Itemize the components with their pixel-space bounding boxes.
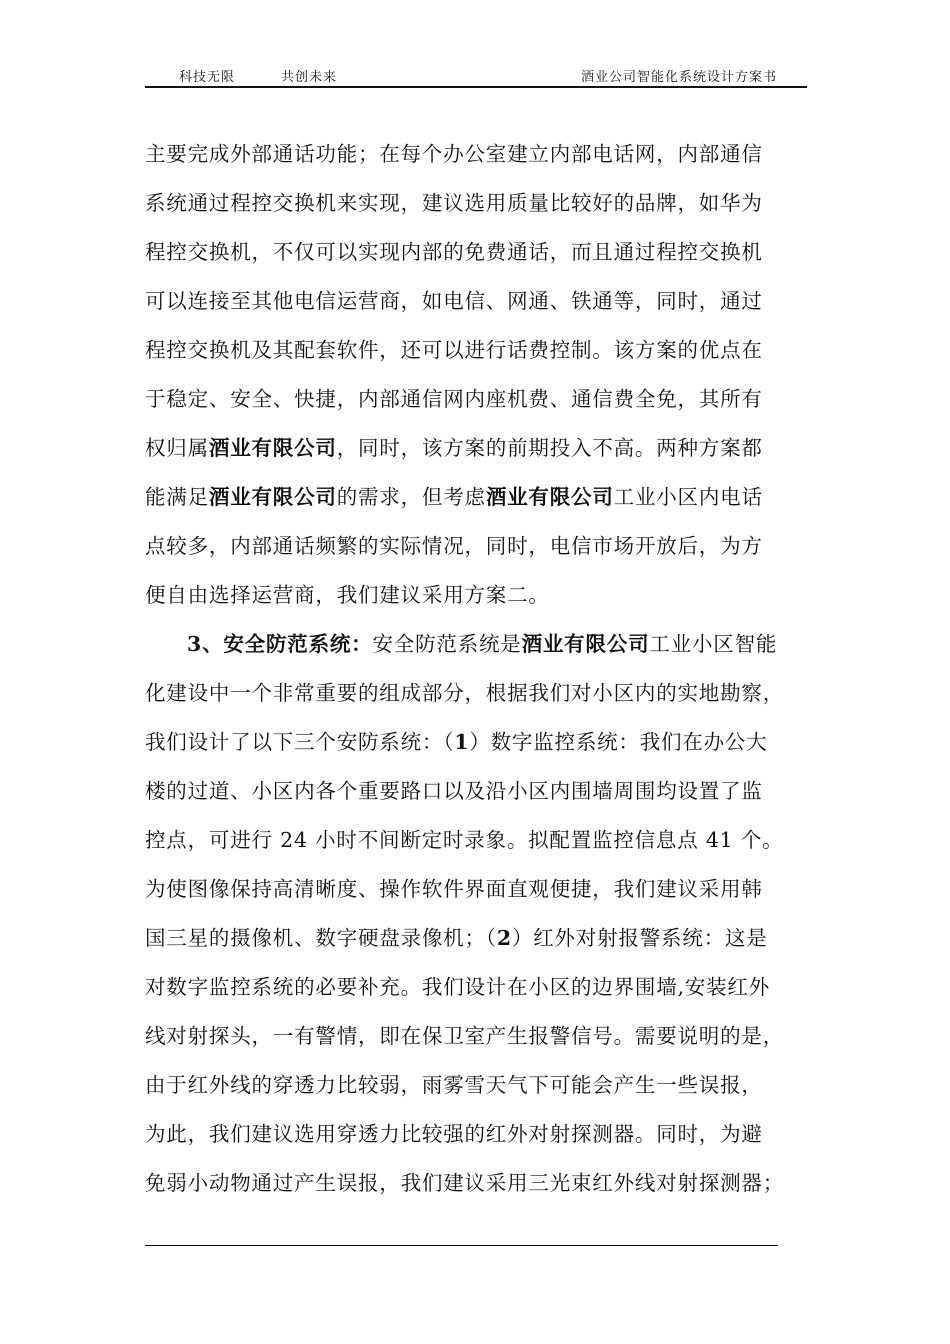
text-run: 控点，可进行 24 小时不间断定时录象。拟配置监控信息点 41 个。: [145, 828, 784, 852]
bold-text: 酒业有限公司: [208, 485, 337, 509]
text-line: [145, 228, 820, 277]
text-run: 便自由选择运营商，我们建议采用方案二。: [145, 583, 550, 607]
footer-divider: [145, 1245, 778, 1246]
text-line: [145, 816, 820, 865]
bold-text: 酒业有限公司: [208, 436, 337, 460]
header-slogan-2: 共创未来: [281, 70, 338, 85]
text-run: ）数字监控系统：我们在办公大: [469, 730, 768, 754]
text-line: [145, 1110, 820, 1159]
text-run: 程控交换机，不仅可以实现内部的免费通话，而且通过程控交换机: [145, 240, 763, 264]
text-line: [145, 620, 820, 669]
text-line: [145, 718, 820, 767]
text-run: 工业小区智能: [649, 632, 778, 656]
text-line: [145, 1012, 820, 1061]
text-run: 楼的过道、小区内各个重要路口以及沿小区内围墙周围均设置了监: [145, 779, 763, 803]
text-line: [145, 669, 820, 718]
text-run: 能满足: [145, 485, 209, 509]
page-header: [145, 62, 807, 88]
text-run: 主要完成外部通话功能；在每个办公室建立内部电话网，内部通信: [145, 142, 763, 166]
text-line: [145, 130, 820, 179]
text-run: 可以连接至其他电信运营商，如电信、网通、铁通等，同时，通过: [145, 289, 763, 313]
bold-text: 3、安全防范系统：: [187, 632, 373, 656]
text-run: 于稳定、安全、快捷，内部通信网内座机费、通信费全免，其所有: [145, 387, 763, 411]
text-line: [145, 571, 820, 620]
bold-text: 2: [496, 926, 512, 950]
text-run: 权归属: [145, 436, 209, 460]
text-run: 为此，我们建议选用穿透力比较强的红外对射探测器。同时，为避: [145, 1122, 763, 1146]
text-line: [145, 473, 820, 522]
header-divider: [145, 86, 807, 88]
text-line: [145, 963, 820, 1012]
text-line: [145, 375, 820, 424]
text-run: 工业小区内电话: [613, 485, 763, 509]
text-run: 由于红外线的穿透力比较弱，雨雾雪天气下可能会产生一些误报，: [145, 1073, 763, 1097]
header-document-title: 酒业公司智能化系统设计方案书: [580, 70, 777, 85]
text-run: 点较多，内部通话频繁的实际情况，同时，电信市场开放后，为方: [145, 534, 763, 558]
text-run: 线对射探头，一有警情，即在保卫室产生报警信号。需要说明的是，: [145, 1024, 784, 1048]
text-run: 国三星的摄像机、数字硬盘录像机；（: [145, 926, 497, 950]
text-line: [145, 326, 820, 375]
text-line: [145, 914, 820, 963]
text-run: 化建设中一个非常重要的组成部分，根据我们对小区内的实地勘察，: [145, 681, 784, 705]
text-run: ）红外对射报警系统：这是: [511, 926, 768, 950]
text-line: [145, 424, 820, 473]
text-line: [145, 522, 820, 571]
text-run: 免弱小动物通过产生误报，我们建议采用三光束红外线对射探测器；: [145, 1171, 784, 1195]
text-run: ，同时，该方案的前期投入不高。两种方案都: [336, 436, 763, 460]
text-line: [145, 179, 820, 228]
text-run: 系统通过程控交换机来实现，建议选用质量比较好的品牌，如华为: [145, 191, 763, 215]
bold-text: 酒业有限公司: [485, 485, 614, 509]
text-line: [145, 767, 820, 816]
document-body: [145, 130, 820, 1208]
text-run: 程控交换机及其配套软件，还可以进行话费控制。该方案的优点在: [145, 338, 763, 362]
text-line: [145, 1159, 820, 1208]
bold-text: 酒业有限公司: [521, 632, 650, 656]
text-run: 对数字监控系统的必要补充。我们设计在小区的边界围墙,安装红外: [145, 975, 771, 999]
text-line: [145, 1061, 820, 1110]
header-slogan-1: 科技无限: [179, 70, 236, 85]
text-line: [145, 865, 820, 914]
text-run: 为使图像保持高清晰度、操作软件界面直观便捷，我们建议采用韩: [145, 877, 763, 901]
bold-text: 1: [454, 730, 470, 754]
text-run: 的需求，但考虑: [336, 485, 486, 509]
text-line: [145, 277, 820, 326]
text-run: 我们设计了以下三个安防系统：（: [145, 730, 455, 754]
text-run: 安全防范系统是: [372, 632, 522, 656]
